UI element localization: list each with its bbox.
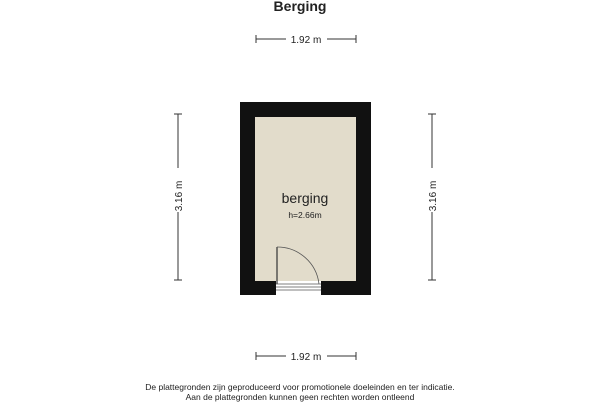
footer-disclaimer-line-2: Aan de plattegronden kunnen geen rechten worden ontleend (185, 392, 415, 402)
door-opening (276, 281, 321, 295)
dimension-bottom-label: 1.92 m (290, 352, 322, 363)
dimension-left-label: 3.16 m (174, 180, 185, 212)
room-height: h=2.66m (288, 210, 322, 220)
dimension-top-label: 1.92 m (290, 35, 322, 46)
plan-title: Berging (273, 0, 327, 14)
footer-disclaimer-line-1: De plattegronden zijn geproduceerd voor promotionele doeleinden en ter indicatie. (145, 382, 455, 392)
room-name: berging (281, 190, 329, 206)
dimension-right-label: 3.16 m (428, 180, 439, 212)
